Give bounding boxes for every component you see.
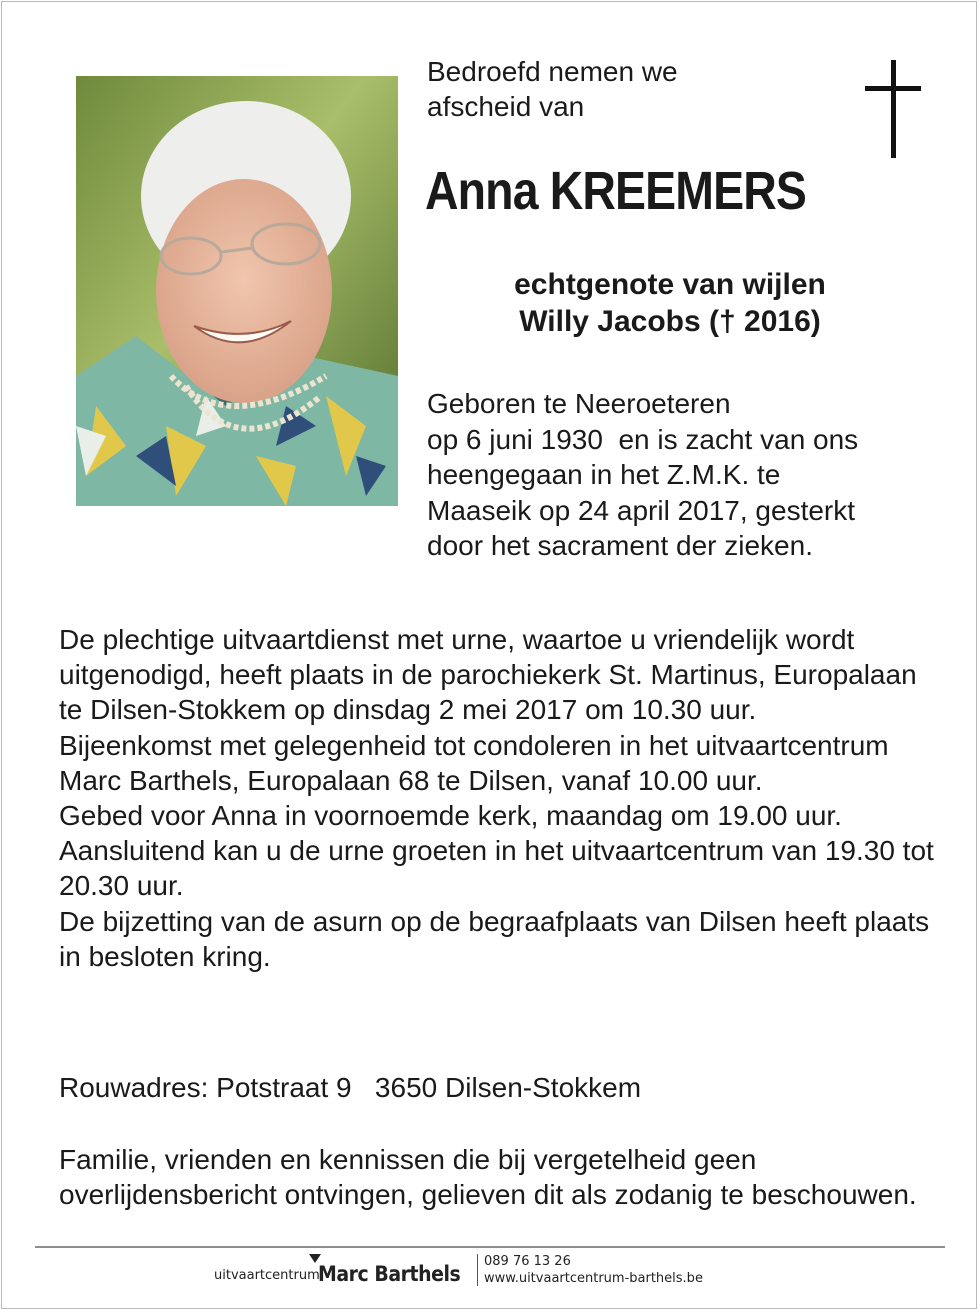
logo-name: Marc Barthels	[318, 1262, 461, 1286]
website-link[interactable]: www.uitvaartcentrum-barthels.be	[484, 1271, 703, 1286]
spouse-line: Willy Jacobs († 2016)	[519, 305, 821, 338]
birth-line: Geboren te Neeroeteren	[427, 388, 731, 419]
footer-separator	[477, 1254, 478, 1286]
family-note: Familie, vrienden en kennissen die bij vergetelheid geen overlijdensbericht ontvingen, gelieven dit als zodanig te beschouwen.	[59, 1144, 917, 1211]
ceremony-details	[59, 622, 939, 974]
intro-text	[427, 54, 678, 124]
burial-paragraph: De bijzetting van de asurn op de begraafplaats van Dilsen heeft plaats in besloten kring.	[59, 905, 930, 972]
ceremony-paragraph: De plechtige uitvaartdienst met urne, waartoe u vriendelijk wordt uitgenodigd, heeft plaats in de parochiekerk St. Martinus, Europalaan te Dilsen-Stokkem op dinsdag 2 mei 2017 om 10.30 uur.	[59, 624, 917, 726]
birth-death-info	[427, 386, 858, 564]
phone-number: 089 76 13 26	[484, 1254, 571, 1269]
deceased-name: Anna KREEMERS	[425, 161, 807, 221]
birth-line: op 6 juni 1930 en is zacht van ons	[427, 423, 859, 455]
portrait-photo	[76, 76, 398, 506]
intro-line: Bedroefd nemen we	[427, 56, 678, 87]
intro-line: afscheid van	[427, 91, 585, 122]
birth-line: heengegaan in het Z.M.K. te	[427, 459, 781, 490]
footer-divider	[35, 1246, 945, 1248]
birth-line: door het sacrament der zieken.	[427, 530, 813, 561]
spouse-line: echtgenote van wijlen	[514, 268, 826, 301]
spouse-info	[440, 266, 900, 340]
logo-small-text: uitvaartcentrum	[214, 1268, 320, 1283]
cross-icon	[865, 60, 921, 158]
birth-line: Maaseik op 24 april 2017, gesterkt	[427, 494, 856, 526]
condolence-paragraph: Bijeenkomst met gelegenheid tot condoleren in het uitvaartcentrum Marc Barthels, Europalaan 68 te Dilsen, vanaf 10.00 uur.	[59, 729, 889, 796]
prayer-paragraph: Gebed voor Anna in voornoemde kerk, maandag om 19.00 uur. Aansluitend kan u de urne groeten in het uitvaartcentrum van 19.30 tot 20.30 uur.	[59, 800, 934, 902]
footer-contact	[484, 1253, 703, 1287]
mourning-address: Rouwadres: Potstraat 9 3650 Dilsen-Stokkem	[59, 1072, 642, 1103]
funeral-home-logo	[214, 1252, 480, 1288]
